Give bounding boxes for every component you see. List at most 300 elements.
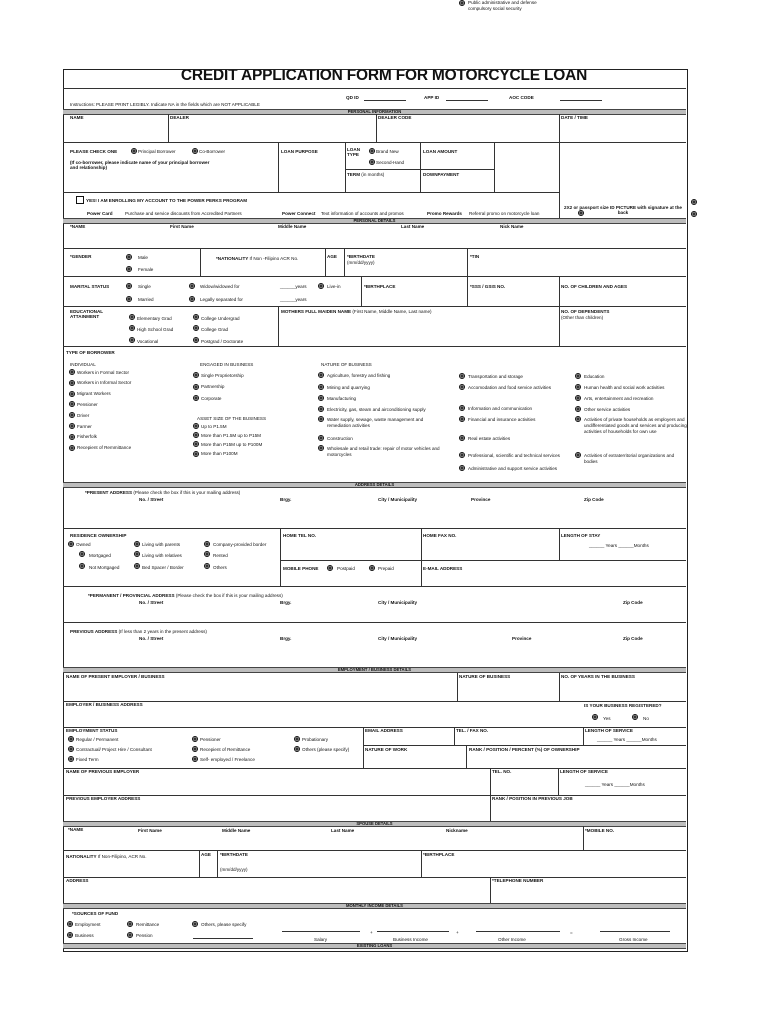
prev-employer-label: NAME OF PREVIOUS EMPLOYER [66,769,140,774]
divider [361,276,362,306]
present-zip-label: Zip Code [584,497,604,502]
qd-id-label: QD ID [346,95,359,100]
birthdate-format: (mm/dd/yyyy) [347,260,375,265]
registered-yes-radio[interactable] [592,714,598,720]
nature-business-label: Mining and quarrying [327,384,370,390]
side-radio-2[interactable] [691,211,697,217]
individual-type-label: Workers in Formal Sector [77,369,129,375]
previous-address-label: PREVIOUS ADDRESS (If less than 2 years in the present address) [70,629,207,634]
mortgaged-label: Mortgaged [89,553,111,558]
individual-type-radio[interactable] [69,423,75,429]
power-card-label: Power Card [87,211,113,216]
aoc-code-field[interactable] [560,100,602,101]
nature-label: NATURE OF BUSINESS [321,362,372,367]
divider [467,276,468,306]
first-name-label: First Name [170,224,194,229]
engaged-type-radio[interactable] [193,372,199,378]
email-label: E-MAIL ADDRESS [423,566,463,571]
spouse-address-label: ADDRESS [66,878,89,883]
male-radio[interactable] [126,254,132,260]
divider [558,768,559,795]
nature-business-radio[interactable] [575,384,581,390]
second-hand-label: Second-Hand [376,160,405,165]
divider [63,586,686,587]
nature-business-radio[interactable] [575,395,581,401]
employment-status-label: Regular / Permanent [76,736,119,742]
postpaid-radio[interactable] [327,565,333,571]
marital-status-label: MARITAL STATUS [70,284,110,289]
business-income-field[interactable] [377,931,449,932]
gross-income-field[interactable] [600,931,670,932]
app-id-field[interactable] [446,100,488,101]
previous-street-label: No. / Street [139,636,164,641]
sss-gsis-label: *SSS / GSIS NO. [470,284,506,289]
divider [63,622,686,623]
date-time-label: DATE / TIME [561,115,588,120]
nature-business-radio[interactable] [318,416,324,422]
present-address-label: *PRESENT ADDRESS (Please check the box if this is your mailing address) [85,490,241,495]
asset-size-label: More than P1.5M up to P15M [201,432,262,438]
section-monthly-income: MONTHLY INCOME DETAILS [63,903,686,909]
dealer-code-label: DEALER CODE [378,115,412,120]
divider [583,727,584,745]
employment-status-radio[interactable] [192,756,198,762]
nature-business-label: Transportation and storage [468,373,523,379]
spouse-birthplace-label: *BIRTHPLACE [423,852,455,857]
aoc-code-label: AOC CODE [509,95,534,100]
nature-business-radio[interactable] [575,416,581,422]
college-undergrad-label: College Undergrad [201,316,240,321]
length-service-field[interactable]: ______ Years ______Months [597,737,657,742]
prepaid-radio[interactable] [369,565,375,571]
nature-business-radio[interactable] [459,416,465,422]
section-personal-details: PERSONAL DETAILS [63,218,686,224]
divider [559,673,560,701]
widow-years-field[interactable]: ______years [280,284,307,289]
promo-rewards-label: Promo Rewards [427,211,462,216]
divider [467,248,468,276]
age-label: AGE [327,254,337,259]
widow-radio[interactable] [189,283,195,289]
id-picture-radio[interactable] [578,210,584,216]
high-school-label: High School Grad [137,327,174,332]
separated-years-field[interactable]: ______years [280,297,307,302]
spouse-age-label: AGE [201,852,211,857]
pension-radio[interactable] [127,932,133,938]
college-undergrad-radio[interactable] [193,314,199,320]
divider [63,142,686,143]
divider [421,528,422,586]
legally-separated-radio[interactable] [189,296,195,302]
divider [421,850,422,877]
divider [457,673,458,701]
nature-work-label: NATURE OF WORK [365,747,408,752]
co-borrower-note: (If co-borrower, please indicate name of your principal borrower and relationship) [70,160,210,171]
male-label: Male [138,255,148,260]
nature-business-radio[interactable] [459,384,465,390]
prev-length-service-field[interactable]: ______ Years ______Months [585,782,645,787]
spouse-nationality-label: NATIONALITY If Non-Filipino, ACR No. [66,854,147,859]
instructions: Instructions: PLEASE PRINT LEGIBLY. Indicate NA in the fields which are NOT APPLICABLE [70,102,260,107]
nature-business-radio[interactable] [318,384,324,390]
remittance-label: Remittance [136,922,160,927]
divider [325,248,326,276]
spouse-first-name-label: First Name [138,828,162,833]
power-perks-label: YES! I AM ENROLLING MY ACCOUNT TO THE POWER PERKS PROGRAM [86,198,248,203]
divider [559,142,560,218]
living-relatives-radio[interactable] [134,551,140,557]
present-brgy-label: Brgy. [280,497,292,502]
individual-type-radio[interactable] [69,434,75,440]
registered-no-label: No [643,716,649,721]
asset-size-label: ASSET SIZE OF THE BUSINESS [197,416,267,421]
spouse-name-label: *NAME [68,827,84,832]
length-service-label: LENGTH OF SERVICE [585,728,633,733]
divider [278,142,279,192]
postgrad-radio[interactable] [193,337,199,343]
employment-status-radio[interactable] [294,746,300,752]
college-grad-radio[interactable] [193,325,199,331]
employment-status-label: EMPLOYMENT STATUS [66,728,118,733]
nature-business-label: Electricity, gas, steam and airconditioning supply [327,406,426,412]
not-mortgaged-label: Not Mortgaged [89,565,120,570]
co-borrower-label: Co-Borrower [199,149,226,154]
divider [280,560,686,561]
present-employer-label: NAME OF PRESENT EMPLOYER / BUSINESS [66,674,165,679]
others-income-field[interactable] [193,938,253,939]
engaged-type-radio[interactable] [193,395,199,401]
permanent-zip-label: Zip Code [623,600,643,605]
nature-business-label: Real estate activities [468,435,511,441]
prev-length-service-label: LENGTH OF SERVICE [560,769,608,774]
divider [344,248,345,276]
remittance-radio[interactable] [127,921,133,927]
mortgaged-radio[interactable] [79,551,85,557]
mothers-name-label: MOTHERS FULL MAIDEN NAME (First Name, Middle Name, Last name) [281,309,432,314]
divider [559,528,560,560]
divider [63,528,686,529]
nature-business-radio[interactable] [575,452,581,458]
last-name-label: Last Name [401,224,425,229]
asset-size-label: More than P100M [201,451,238,457]
spouse-birthdate-label: *BIRTHDATE [220,852,248,857]
nature-business-label: Administrative and support service activities [468,465,558,471]
divider [63,248,686,249]
divider [490,877,491,904]
nature-business-label: Water supply, sewage, waste management and remediation activities [327,416,424,428]
rank-label: RANK / POSITION / PERCENT (%) OF OWNERSHIP [469,747,580,752]
engaged-type-label: Corporate [201,395,222,401]
single-label: Single [138,284,151,289]
principal-borrower-radio[interactable] [131,148,137,154]
other-income-field[interactable] [476,931,560,932]
nature-business-radio[interactable] [459,465,465,471]
dependents-note: (Other than children) [561,315,604,320]
not-mortgaged-radio[interactable] [79,563,85,569]
nature-business-label: Other service activities [584,406,631,412]
other-income-label: Other Income [498,937,526,942]
individual-type-label: Migrant Workers [77,391,111,397]
children-label: NO. OF CHILDREN AND AGES [561,284,628,289]
divider [63,346,686,347]
divider [199,850,200,877]
individual-type-radio[interactable] [69,391,75,397]
live-in-radio[interactable] [318,283,324,289]
postgrad-label: Postgrad / Doctorate [201,339,244,344]
equals-sign: = [570,930,573,935]
divider [363,727,364,768]
length-stay-label: LENGTH OF STAY [561,533,601,538]
living-parents-label: Living with parents [142,542,181,547]
spouse-nickname-label: Nickname [446,828,468,833]
nature-business-label: Financial and insurance activities [468,416,536,422]
divider [280,528,281,586]
dealer-label: DEALER [170,115,189,120]
individual-type-radio[interactable] [69,445,75,451]
divider [63,276,686,277]
middle-name-label: Middle Name [278,224,307,229]
length-stay-field[interactable]: ______ Years ______Months [589,543,649,548]
nature-business-radio[interactable] [459,435,465,441]
bed-spacer-radio[interactable] [134,563,140,569]
pd-name-label: *NAME [70,224,86,229]
individual-type-label: Fisherfolk [77,434,97,440]
individual-type-radio[interactable] [69,380,75,386]
nature-business-label: Activities of private households as employers and undifferentiated goods and services and producing activities of households for own use [584,416,687,435]
dependents-label: NO. OF DEPENDENTS [561,309,610,314]
nature-business-label: Wholesale and retail trade: repair of motor vehicles and motorcycles [327,445,440,457]
nature-business-radio[interactable] [318,395,324,401]
principal-borrower-label: Principal Borrower [138,149,176,154]
employment-status-radio[interactable] [294,736,300,742]
divider [345,142,346,192]
registered-yes-label: Yes [603,716,611,721]
high-school-radio[interactable] [129,325,135,331]
section-existing-loans: EXISTING LOANS [63,943,686,949]
divider [63,850,686,851]
registered-label: IS YOUR BUSINESS REGISTERED? [584,703,662,708]
divider [376,114,377,142]
divider [559,114,560,142]
employment-status-radio[interactable] [192,746,198,752]
name-label: NAME [70,115,84,120]
others-income-label: Others, please specify [201,922,247,927]
spouse-birthdate-format: (mm/dd/yyyy) [220,867,248,872]
previous-zip-label: Zip Code [623,636,643,641]
employment-status-label: Probationary [302,736,329,742]
employment-status-label: Self- employed / Freelance [200,756,255,762]
asset-size-radio[interactable] [193,451,199,457]
brand-new-radio[interactable] [369,148,375,154]
emp-email-label: EMAIL ADDRESS [365,728,403,733]
individual-type-label: Farmer [77,423,92,429]
divider [420,142,421,192]
promo-rewards-desc: Referral promo on motorcycle loan [469,211,540,216]
previous-city-label: City / Municipality [378,636,418,641]
second-hand-radio[interactable] [369,159,375,165]
others-income-radio[interactable] [192,921,198,927]
nature-business-label: Professional, scientific and technical services [468,452,560,458]
nature-business-radio[interactable] [459,0,465,6]
educational-label: EDUCATIONAL ATTAINMENT [70,309,104,320]
individual-type-label: Pensioner [77,401,98,407]
nature-business-label: Human health and social work activities [584,384,665,390]
spouse-telephone-label: *TELEPHONE NUMBER [492,878,544,883]
engaged-type-radio[interactable] [193,384,199,390]
tin-label: *TIN [470,254,480,259]
nature-business-label: Activities of extraterritorial organizations and bodies [584,452,675,464]
brand-new-label: Brand New [376,149,399,154]
business-radio[interactable] [67,932,73,938]
employment-status-radio[interactable] [68,746,74,752]
owned-label: Owned [76,542,91,547]
borrower-type-label: TYPE OF BORROWER [66,350,115,355]
divider [63,877,686,878]
side-radio-1[interactable] [691,199,697,205]
divider [466,745,467,768]
birthplace-label: *BIRTHPLACE [364,284,396,289]
power-connect-desc: Text information of accounts and promos [321,211,404,216]
living-relatives-label: Living with relatives [142,553,182,558]
employment-radio[interactable] [67,921,73,927]
rented-radio[interactable] [204,551,210,557]
co-borrower-radio[interactable] [192,148,198,154]
nature-business-radio[interactable] [459,405,465,411]
living-parents-radio[interactable] [134,541,140,547]
employment-status-radio[interactable] [192,736,198,742]
salary-field[interactable] [282,931,360,932]
nature-business-label: Construction [327,435,353,441]
permanent-brgy-label: Brgy. [280,600,292,605]
section-employment: EMPLOYMENT / BUSINESS DETAILS [63,667,686,673]
nature-business-radio[interactable] [459,452,465,458]
nature-business-radio[interactable] [575,373,581,379]
divider [345,169,494,170]
nature-business-label: Agriculture, forestry and fishing [327,372,391,378]
female-radio[interactable] [126,266,132,272]
divider [363,745,686,746]
business-label: Business [75,933,94,938]
divider [63,795,686,796]
section-address-details: ADDRESS DETAILS [63,482,686,488]
individual-label: INDIVIDUAL [70,362,96,367]
bed-spacer-label: Bed Spacer / Border [142,565,184,570]
previous-brgy-label: Brgy. [280,636,292,641]
engaged-type-label: Single Proprietorship [201,372,244,378]
married-radio[interactable] [126,296,132,302]
nature-business-radio[interactable] [318,445,324,451]
mobile-phone-label: MOBILE PHONE [283,566,319,571]
vocational-label: Vocational [137,339,159,344]
live-in-label: Live-in [327,284,341,289]
employment-status-radio[interactable] [68,756,74,762]
divider [490,768,491,826]
nature-business-radio[interactable] [459,373,465,379]
individual-type-label: Driver [77,412,90,418]
divider [278,306,279,346]
employment-status-label: Others (please specify) [302,746,350,752]
legally-separated-label: Legally separated for [200,297,243,302]
nature-business-radio[interactable] [318,435,324,441]
nature-business-radio[interactable] [318,406,324,412]
single-radio[interactable] [126,283,132,289]
divider [583,826,584,850]
owned-radio[interactable] [68,541,74,547]
present-city-label: City / Municipality [378,497,418,502]
divider [63,306,686,307]
permanent-street-label: No. / Street [139,600,164,605]
vocational-radio[interactable] [129,337,135,343]
employment-status-radio[interactable] [68,736,74,742]
pension-label: Pension [136,933,153,938]
asset-size-label: Up to P1.5M [201,423,227,429]
employment-label: Employment [75,922,101,927]
nationality-label: *NATIONALITY If Non -Filipino ACR No. [216,256,299,261]
prev-rank-label: RANK / POSITION IN PREVIOUS JOB [492,796,573,801]
nature-business-radio[interactable] [575,406,581,412]
divider [63,701,686,702]
individual-type-radio[interactable] [69,369,75,375]
nature-business-label: Arts, entertainment and recreation [584,395,654,401]
company-border-radio[interactable] [204,541,210,547]
spouse-last-name-label: Last Name [331,828,355,833]
prev-address-label: PREVIOUS EMPLOYER ADDRESS [66,796,141,801]
female-label: Female [138,267,154,272]
prepaid-label: Prepaid [378,566,394,571]
residence-label: RESIDENCE OWNERSHIP [70,533,127,538]
present-street-label: No. / Street [139,497,164,502]
sources-label: *SOURCES OF FUND [72,911,119,916]
nature-business-label: Public administrative and defense compulsory social security [468,0,537,12]
postpaid-label: Postpaid [337,566,355,571]
employer-address-label: EMPLOYER / BUSINESS ADDRESS [66,702,143,707]
divider [63,192,559,193]
prev-tel-label: TEL. NO. [492,769,512,774]
divider [200,248,201,276]
qd-id-field[interactable] [364,100,406,101]
power-perks-checkbox[interactable] [76,196,84,204]
married-label: Married [138,297,154,302]
salary-label: Salary [314,937,328,942]
individual-type-label: Workers in Informal Sector [77,380,132,386]
others-residence-radio[interactable] [204,563,210,569]
widow-label: Widow/widowed for [200,284,240,289]
nick-name-label: Nick Name [500,224,524,229]
elementary-label: Elementary Grad [137,316,172,321]
asset-size-radio[interactable] [193,423,199,429]
nature-business-radio[interactable] [318,372,324,378]
engaged-label: ENGAGED IN BUSINESS [200,362,254,367]
spouse-mobile-label: *MOBILE NO. [585,828,615,833]
nature-business-label: NATURE OF BUSINESS [459,674,511,679]
please-check-label: PLEASE CHECK ONE [70,149,118,154]
plus-sign-2: + [456,930,459,935]
gender-label: *GENDER [70,254,92,259]
registered-no-radio[interactable] [632,714,638,720]
company-border-label: Company-provided border [213,542,267,547]
elementary-radio[interactable] [129,314,135,320]
divider [217,850,218,877]
individual-type-label: Recepient of Remmittance [77,445,132,451]
rented-label: Rented [213,553,228,558]
permanent-address-label: *PERMANENT / PROVINCIAL ADDRESS (Please check the box if this is your mailing address) [88,593,283,598]
loan-purpose-label: LOAN PURPOSE [281,149,318,154]
business-income-label: Business Income [393,937,428,942]
nature-business-label: Education [584,373,605,379]
section-spouse: SPOUSE DETAILS [63,821,686,827]
section-personal-information: PERSONAL INFORMATION [63,109,686,115]
engaged-type-label: Partnership [201,384,225,389]
